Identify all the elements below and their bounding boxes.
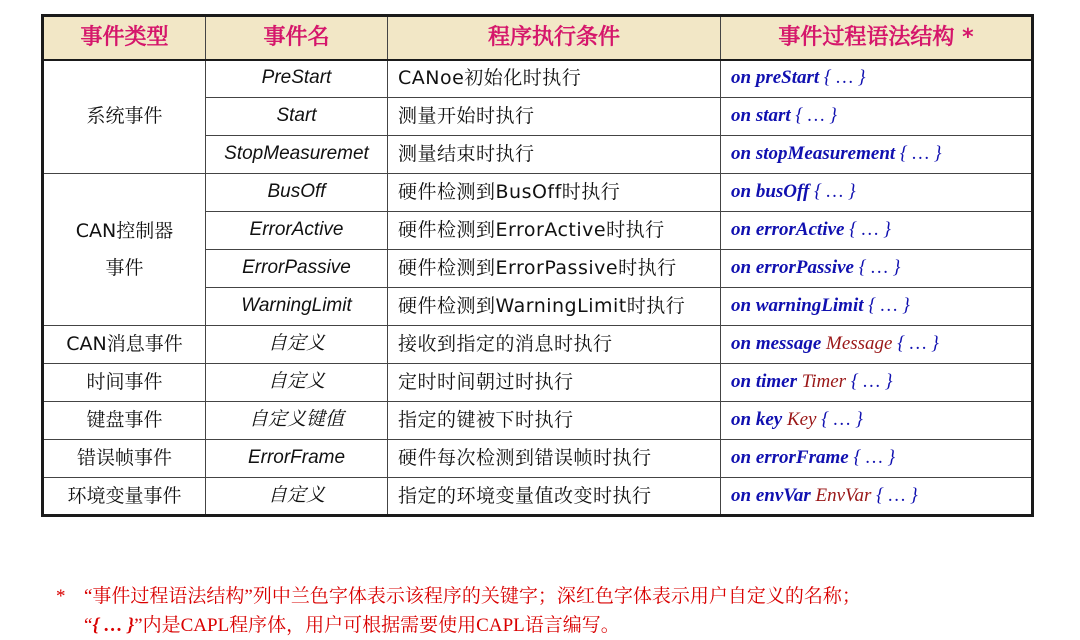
group-can-controller — [43, 174, 206, 326]
syntax-user-defined: Key — [786, 409, 817, 431]
syntax-body: { … } — [821, 409, 863, 431]
event-name: ErrorPassive — [206, 250, 388, 288]
table-header-row — [43, 16, 1033, 60]
group-can-controller-line2: 事件 — [105, 256, 144, 279]
syntax-body: { … } — [823, 67, 866, 89]
event-name: 自定义 — [206, 364, 388, 402]
header-event-type: 事件类型 — [43, 16, 206, 60]
table-row — [43, 440, 1033, 478]
header-event-name: 事件名 — [206, 16, 388, 60]
syntax-user-defined: Timer — [801, 371, 847, 393]
table-row — [43, 364, 1033, 402]
syntax-cell — [721, 364, 1033, 402]
footnote-brace: { … } — [92, 615, 135, 636]
event-name: BusOff — [206, 174, 388, 212]
exec-condition: 硬件检测到ErrorPassive时执行 — [388, 250, 721, 288]
event-table — [41, 14, 1034, 517]
exec-condition: 硬件检测到ErrorActive时执行 — [388, 212, 721, 250]
syntax-cell — [721, 326, 1033, 364]
syntax-cell — [721, 212, 1033, 250]
header-exec-condition: 程序执行条件 — [388, 16, 721, 60]
group-can-controller-line1: CAN控制器 — [75, 220, 174, 243]
syntax-body: { … } — [876, 484, 918, 506]
event-name: PreStart — [206, 60, 388, 98]
syntax-keyword: on errorActive — [731, 219, 845, 241]
syntax-keyword: on warningLimit — [731, 295, 864, 317]
syntax-cell — [721, 60, 1033, 98]
syntax-body: { … } — [849, 219, 891, 241]
event-name: StopMeasuremet — [206, 136, 388, 174]
syntax-keyword: on errorPassive — [731, 257, 854, 279]
syntax-cell — [721, 440, 1033, 478]
syntax-keyword: on stopMeasurement — [731, 143, 896, 165]
event-name: WarningLimit — [206, 288, 388, 326]
exec-condition: 硬件检测到BusOff时执行 — [388, 174, 721, 212]
exec-condition: 硬件检测到WarningLimit时执行 — [388, 288, 721, 326]
exec-condition: 定时时间朝过时执行 — [388, 364, 721, 402]
syntax-keyword: on timer — [731, 371, 797, 393]
table-row — [43, 326, 1033, 364]
event-name: 自定义键值 — [206, 402, 388, 440]
footnote-line2-rest: ”内是CAPL程序体，用户可根据需要使用CAPL语言编写。 — [134, 615, 620, 636]
syntax-body: { … } — [850, 371, 893, 393]
syntax-body: { … } — [858, 257, 901, 279]
group-env-var: 环境变量事件 — [43, 478, 206, 516]
syntax-user-defined: EnvVar — [815, 484, 872, 506]
syntax-cell — [721, 98, 1033, 136]
table-row — [43, 60, 1033, 98]
syntax-keyword: on envVar — [731, 484, 811, 506]
syntax-body: { … } — [868, 295, 910, 317]
event-name: Start — [206, 98, 388, 136]
syntax-cell — [721, 288, 1033, 326]
event-name: ErrorActive — [206, 212, 388, 250]
syntax-cell — [721, 136, 1033, 174]
syntax-cell — [721, 402, 1033, 440]
event-name: ErrorFrame — [206, 440, 388, 478]
syntax-body: { … } — [814, 181, 856, 203]
event-name: 自定义 — [206, 478, 388, 516]
syntax-cell — [721, 174, 1033, 212]
group-error-frame: 错误帧事件 — [43, 440, 206, 478]
exec-condition: CANoe初始化时执行 — [388, 60, 721, 98]
syntax-user-defined: Message — [826, 333, 893, 355]
event-name: 自定义 — [206, 326, 388, 364]
syntax-body: { … } — [897, 333, 939, 355]
header-syntax-label: 事件过程语法结构 — [778, 24, 955, 50]
exec-condition: 指定的环境变量值改变时执行 — [388, 478, 721, 516]
syntax-cell — [721, 250, 1033, 288]
exec-condition: 指定的键被下时执行 — [388, 402, 721, 440]
footnote-line2 — [84, 611, 1046, 640]
syntax-keyword: on message — [731, 333, 822, 355]
exec-condition: 测量开始时执行 — [388, 98, 721, 136]
header-syntax — [721, 16, 1033, 60]
syntax-body: { … } — [795, 105, 838, 127]
syntax-keyword: on busOff — [731, 181, 810, 203]
table-row — [43, 402, 1033, 440]
footnote — [56, 582, 1046, 640]
syntax-keyword: on preStart — [731, 67, 820, 89]
group-system: 系统事件 — [43, 60, 206, 174]
footnote-open-quote: “ — [84, 615, 93, 636]
exec-condition: 硬件每次检测到错误帧时执行 — [388, 440, 721, 478]
footnote-star: * — [56, 586, 66, 607]
syntax-body: { … } — [899, 143, 942, 165]
group-can-message: CAN消息事件 — [43, 326, 206, 364]
group-timer: 时间事件 — [43, 364, 206, 402]
footnote-line1: “事件过程语法结构”列中兰色字体表示该程序的关键字；深红色字体表示用户自定义的名称； — [84, 586, 861, 607]
exec-condition: 测量结束时执行 — [388, 136, 721, 174]
syntax-keyword: on start — [731, 105, 791, 127]
group-keyboard: 键盘事件 — [43, 402, 206, 440]
syntax-body: { … } — [853, 447, 896, 469]
syntax-cell — [721, 478, 1033, 516]
table-row — [43, 478, 1033, 516]
table-row — [43, 174, 1033, 212]
header-syntax-star: * — [962, 24, 974, 50]
syntax-keyword: on errorFrame — [731, 447, 849, 469]
syntax-keyword: on key — [731, 409, 783, 431]
exec-condition: 接收到指定的消息时执行 — [388, 326, 721, 364]
